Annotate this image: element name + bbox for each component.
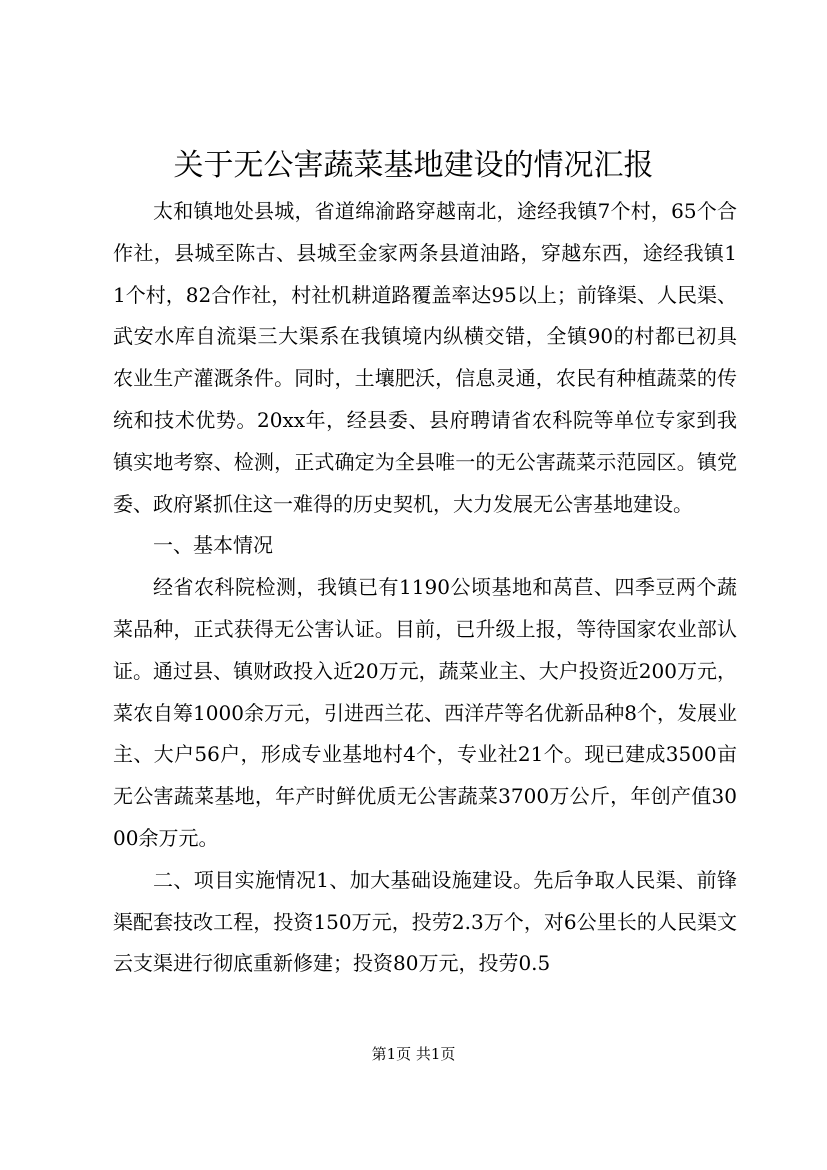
section-heading-basic: 一、基本情况 xyxy=(153,533,273,558)
document-title: 关于无公害蔬菜基地建设的情况汇报 xyxy=(173,148,654,183)
paragraph-project-implementation: 二、项目实施情况1、加大基础设施建设。先后争取人民渠、前锋渠配套技改工程，投资150万元，投劳2.3万个，对6公里长的人民渠文云支渠进行彻底重新修建；投资80万元，投劳0.5 xyxy=(113,867,737,976)
paragraph-basic-situation: 经省农科院检测，我镇已有1190公顷基地和莴苣、四季豆两个蔬菜品种，正式获得无公害认证。目前，已升级上报，等待国家农业部认证。通过县、镇财政投入近20万元，蔬菜业主、大户投资近200万元，菜农自筹1000余万元，引进西兰花、西洋芹等名优新品种8个，发展业主、大户56户，形成专业基地村4个，专业社21个。现已建成3500亩无公害蔬菜基地，年产时鲜优质无公害蔬菜3700万公斤，年创产值3000余万元。 xyxy=(113,575,737,850)
page-footer: 第1页 共1页 xyxy=(371,1045,456,1063)
document-body xyxy=(113,191,737,985)
paragraph-intro: 太和镇地处县城，省道绵渝路穿越南北，途经我镇7个村，65个合作社，县城至陈古、县城至金家两条县道油路，穿越东西，途经我镇11个村，82合作社，村社机耕道路覆盖率达95以上；前锋渠、人民渠、武安水库自流渠三大渠系在我镇境内纵横交错，全镇90的村都已初具农业生产灌溉条件。同时，土壤肥沃，信息灵通，农民有种植蔬菜的传统和技术优势。20xx年，经县委、县府聘请省农科院等单位专家到我镇实地考察、检测，正式确定为全县唯一的无公害蔬菜示范园区。镇党委、政府紧抓住这一难得的历史契机，大力发展无公害基地建设。 xyxy=(113,199,737,516)
